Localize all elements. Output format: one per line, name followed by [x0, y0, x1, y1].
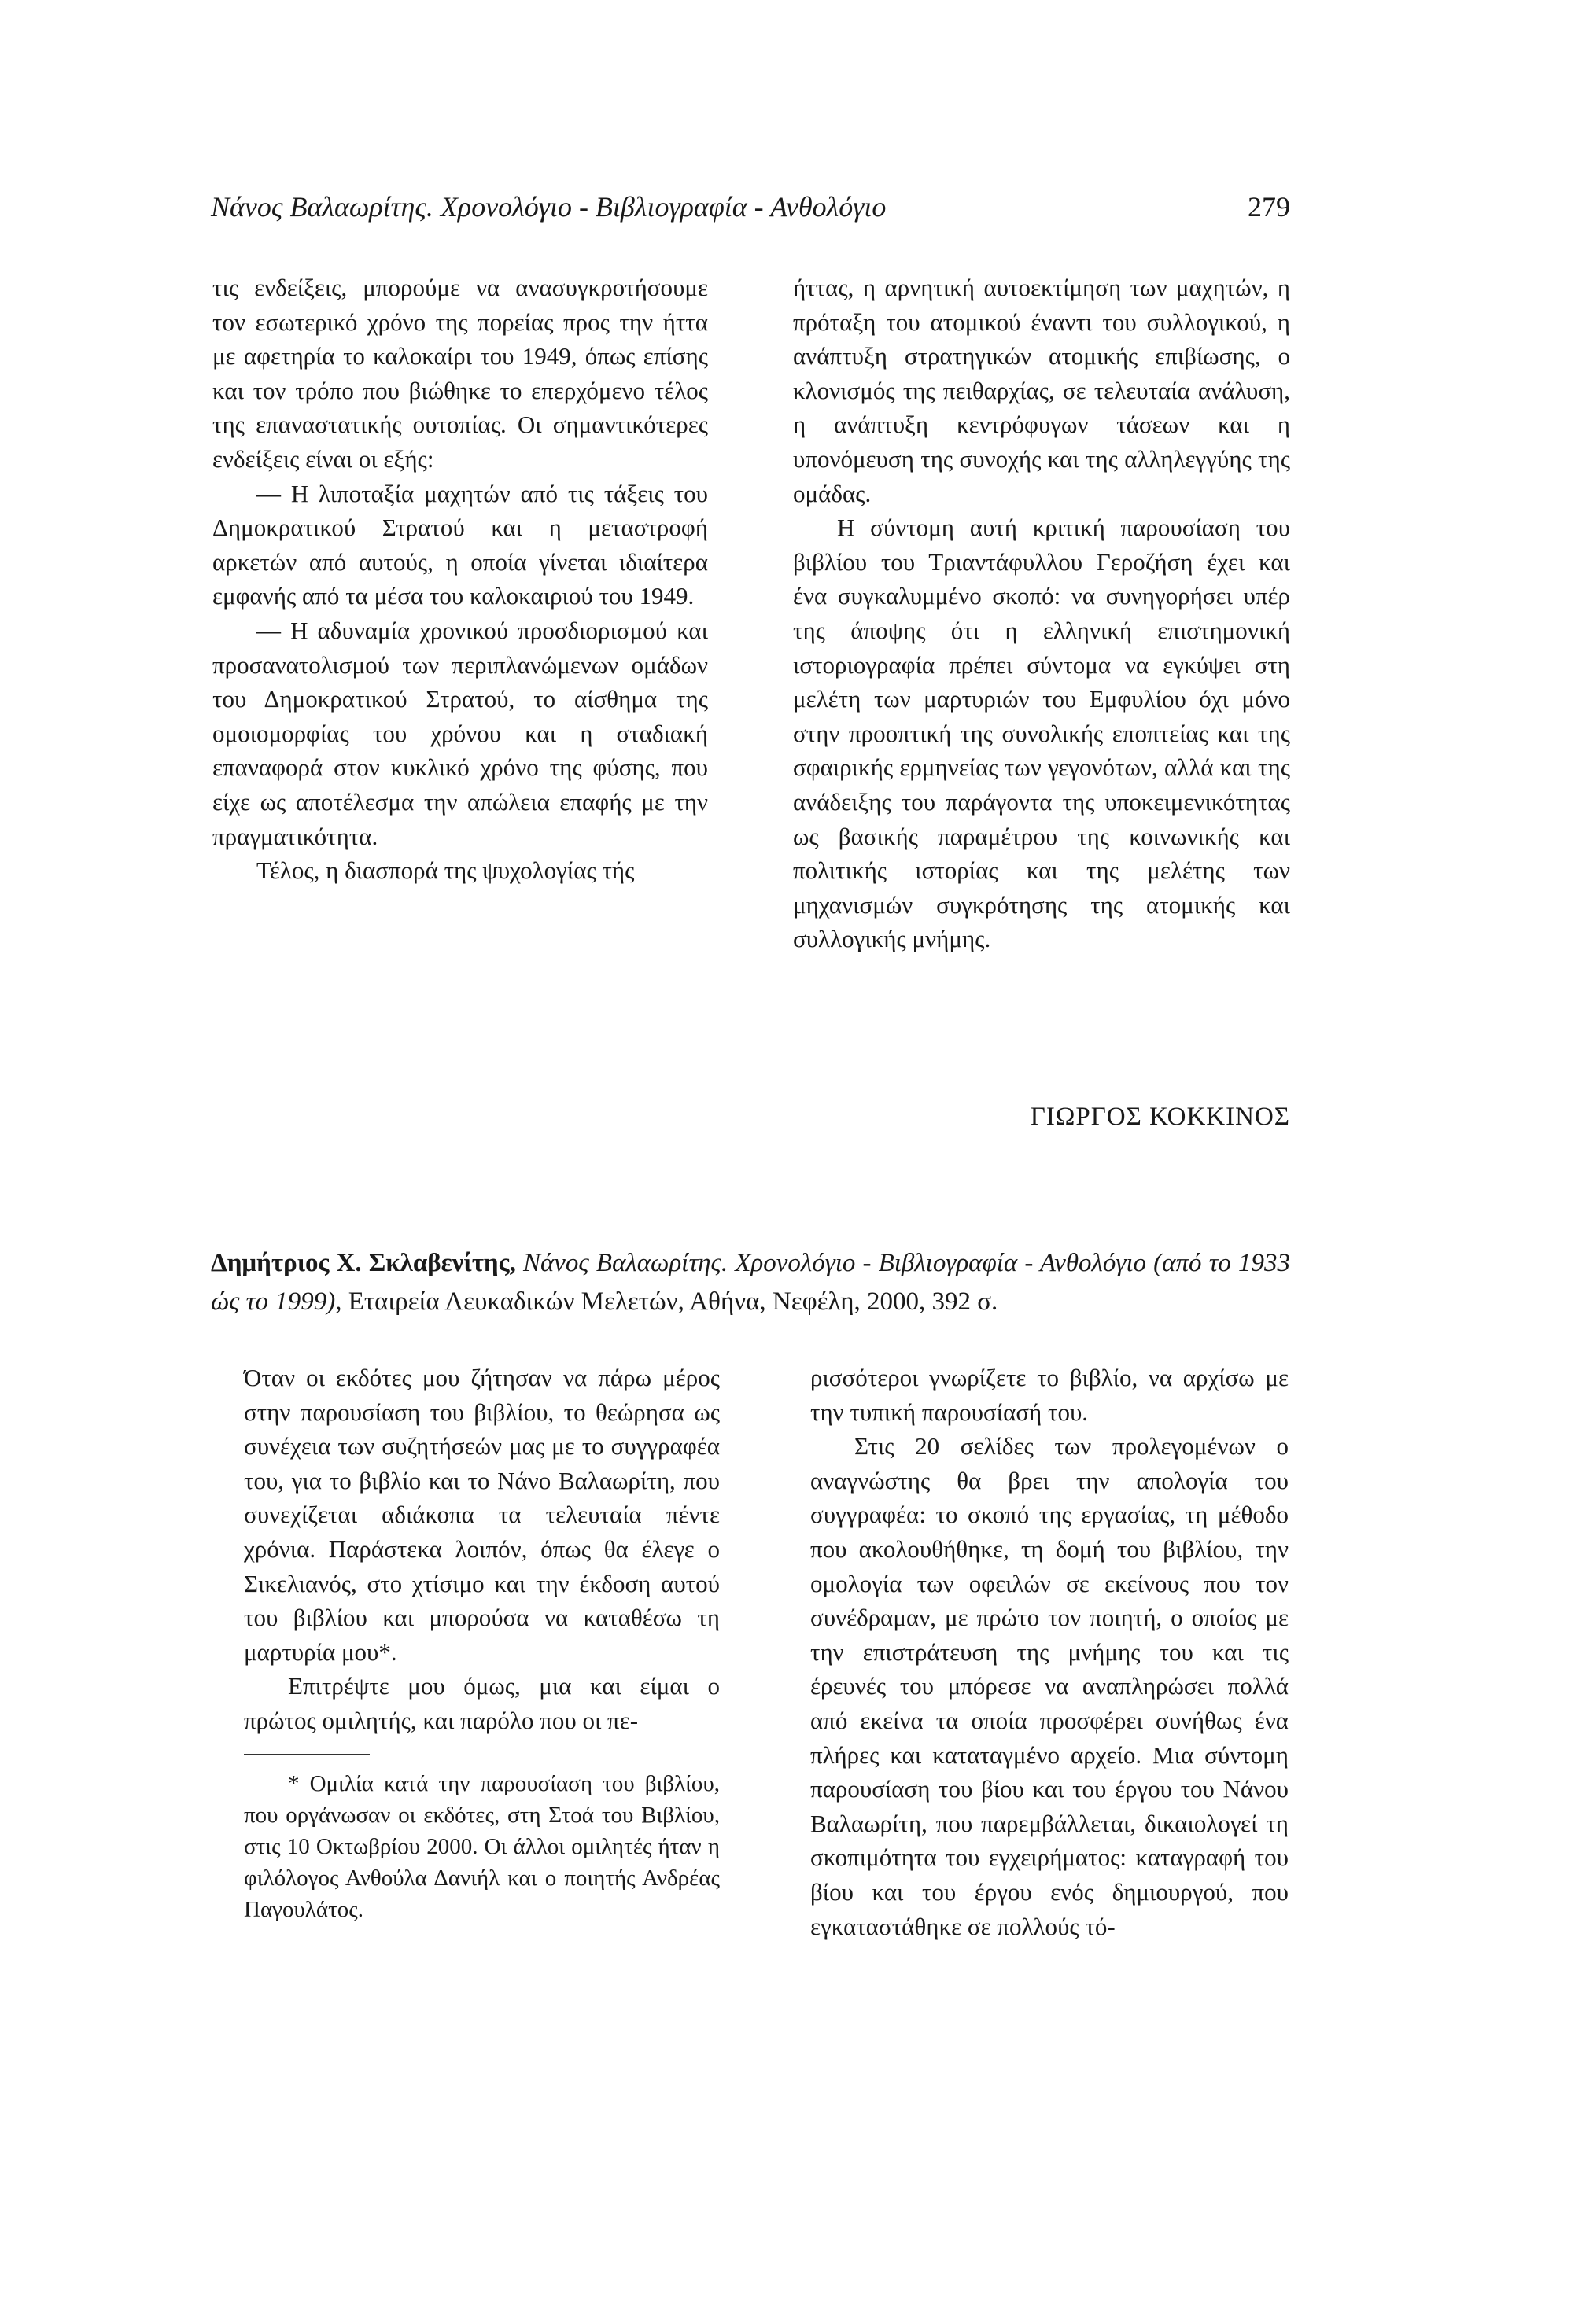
paragraph: — Η αδυναμία χρονικού προσδιορισμού και προσανατολισμού των περιπλανώμενων ομάδων του Δημοκρατικού Στρατού, το αίσθημα της ομοιομορφίας του χρόνου και η σταδιακή επαναφορά στον κυκλικό χρόνο της φύσης, που είχε ως αποτέλεσμα την απώλεια επαφής με την πραγματικότητα. [212, 616, 708, 850]
footnote-divider [244, 1754, 370, 1755]
footnote-text: * Ομιλία κατά την παρουσίαση του βιβλίου, που οργάνωσαν οι εκδότες, στη Στοά του Βιβλίου, στις 10 Οκτωβρίου 2000. Οι άλλοι ομιλητές ήταν η φιλόλογος Ανθούλα Δανιήλ και ο ποιητής Ανδρέας Παγουλάτος. [244, 1770, 720, 1922]
paragraph: Η σύντομη αυτή κριτική παρουσίαση του βιβλίου του Τριαντάφυλλου Γεροζήση έχει και ένα συγκαλυμμένο σκοπό: να συνηγορήσει υπέρ της άποψης ότι η ελληνική επιστημονική ιστοριογραφία πρέπει σύντομα να εγκύψει στη μελέτη των μαρτυριών του Εμφυλίου όχι μόνο στην προοπτική της συνολικής εποπτείας και της σφαιρικής ερμηνείας των γεγονότων, αλλά και της ανάδειξης του παράγοντα της υποκειμενικότητας ως βασικής παραμέτρου της κοινωνικής και πολιτικής ιστορίας και της μελέτης των μηχανισμών συγκρότησης της ατομικής και συλλογικής μνήμης. [793, 514, 1290, 953]
book-author: Δημήτριος Χ. Σκλαβενίτης, [211, 1249, 516, 1277]
review-signature: ΓΙΩΡΓΟΣ ΚΟΚΚΙΝΟΣ [1030, 1103, 1290, 1131]
review-bottom-left-column [244, 1361, 720, 1925]
paragraph: Στις 20 σελίδες των προλεγομένων ο αναγνώστης θα βρει την απολογία του συγγραφέα: το σκοπό της εργασίας, τη μέθοδο που ακολουθήθηκε, τη δομή του βιβλίου, την ομολογία των οφειλών σε εκείνους που τον συνέδραμαν, με πρώτο τον ποιητή, ο οποίος με την επιστράτευση της μνήμης του και τις έρευνές του μπόρεσε να αναπληρώσει πολλά από εκείνα τα οποία προσφέρει συνήθως ένα πλήρες και καταταγμένο αρχείο. Μια σύντομη παρουσίαση του βίου και του έργου του Νάνου Βαλαωρίτη, που παρεμβάλλεται, δικαιολογεί τη σκοπιμότητα του εγχειρήματος: καταγραφή του βίου και του έργου ενός δημιουργού, που εγκαταστάθηκε σε πολλούς τό- [810, 1432, 1289, 1940]
paragraph: Τέλος, η διασπορά της ψυχολογίας τής [256, 856, 635, 885]
paragraph: ρισσότεροι γνωρίζετε το βιβλίο, να αρχίσω με την τυπική παρουσίασή του. [810, 1364, 1289, 1426]
page-number: 279 [1248, 191, 1290, 223]
running-header [211, 190, 1290, 223]
book-publisher: Εταιρεία Λευκαδικών Μελετών, Αθήνα, Νεφέλη, 2000, 392 σ. [348, 1287, 998, 1316]
paragraph: Επιτρέψτε μου όμως, μια και είμαι ο πρώτος ομιλητής, και παρόλο που οι πε- [244, 1672, 720, 1734]
footnote [244, 1768, 720, 1925]
review-top-left-column [212, 271, 708, 888]
book-reference [211, 1244, 1290, 1321]
paragraph: — Η λιποταξία μαχητών από τις τάξεις του Δημοκρατικού Στρατού και η μεταστροφή αρκετών από αυτούς, η οποία γίνεται ιδιαίτερα εμφανής από τα μέσα του καλοκαιριού του 1949. [212, 479, 708, 610]
running-title: Νάνος Βαλαωρίτης. Χρονολόγιο - Βιβλιογραφία - Ανθολόγιο [211, 191, 887, 223]
paragraph: τις ενδείξεις, μπορούμε να ανασυγκροτήσουμε τον εσωτερικό χρόνο της πορείας προς την ήττα με αφετηρία το καλοκαίρι του 1949, όπως επίσης και τον τρόπο που βιώθηκε το επερχόμενο τέλος της επαναστατικής ουτοπίας. Οι σημαντικότερες ενδείξεις είναι οι εξής: [212, 274, 708, 473]
review-bottom-right-column [810, 1361, 1289, 1943]
review-top-right-column [793, 271, 1290, 956]
book-title: Νάνος Βαλαωρίτης. Χρονολόγιο - Βιβλιογραφία - Ανθολόγιο (από το 1933 ώς το 1999), [211, 1249, 1291, 1316]
paragraph: ήττας, η αρνητική αυτοεκτίμηση των μαχητών, η πρόταξη του ατομικού έναντι του συλλογικού, η ανάπτυξη στρατηγικών ατομικής επιβίωσης, ο κλονισμός της πειθαρχίας, σε τελευταία ανάλυση, η ανάπτυξη κεντρόφυγων τάσεων και η υπονόμευση της συνοχής και της αλληλεγγύης της ομάδας. [793, 274, 1290, 507]
paragraph: Όταν οι εκδότες μου ζήτησαν να πάρω μέρος στην παρουσίαση του βιβλίου, το θεώρησα ως συνέχεια των συζητήσεών μας με το συγγραφέα του, για το βιβλίο και το Νάνο Βαλαωρίτη, που συνεχίζεται αδιάκοπα τα τελευταία πέντε χρόνια. Παράστεκα λοιπόν, όπως θα έλεγε ο Σικελιανός, στο χτίσιμο και την έκδοση αυτού του βιβλίου και μπορούσα να καταθέσω τη μαρτυρία μου*. [244, 1364, 720, 1666]
